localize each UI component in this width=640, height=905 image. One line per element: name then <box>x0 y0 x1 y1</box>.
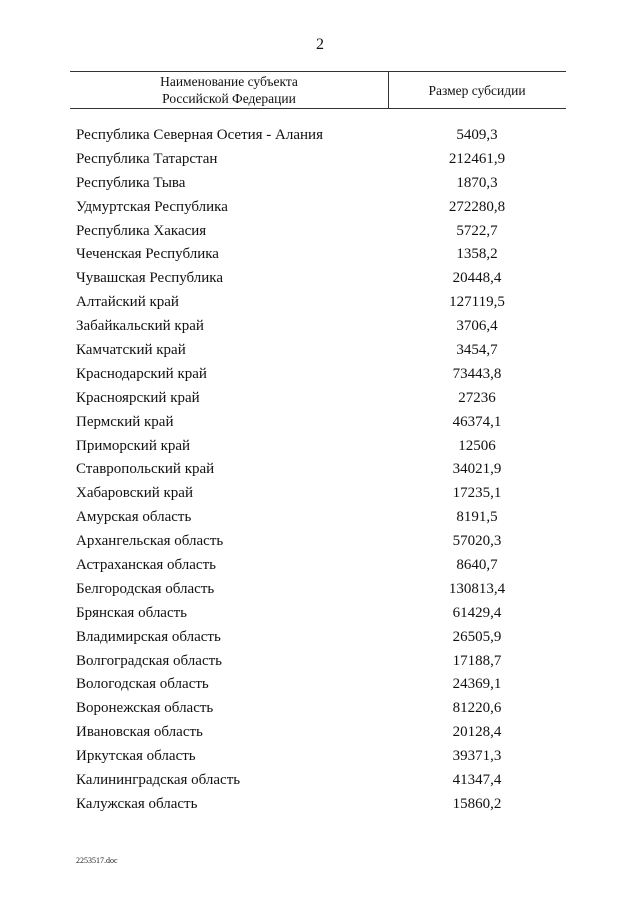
region-name: Волгоградская область <box>76 652 222 669</box>
footer-document-code: 2253517.doc <box>76 856 118 865</box>
table-row <box>0 124 640 148</box>
table-top-rule <box>70 71 566 72</box>
table-row <box>0 220 640 244</box>
table-row <box>0 602 640 626</box>
table-row <box>0 458 640 482</box>
subsidy-amount: 1870,3 <box>456 174 498 191</box>
region-name: Чувашская Республика <box>76 270 224 287</box>
subsidy-amount: 57020,3 <box>452 533 502 550</box>
subsidy-amount: 5409,3 <box>456 127 498 143</box>
subsidy-amount: 212461,9 <box>448 150 506 167</box>
region-name: Забайкальский край <box>76 318 204 335</box>
region-name: Республика Северная Осетия - Алания <box>76 127 323 143</box>
region-name: Ставропольский край <box>76 461 215 478</box>
table-row <box>0 387 640 411</box>
table-row <box>0 482 640 506</box>
region-name: Красноярский край <box>76 389 200 406</box>
subsidy-amount: 20128,4 <box>452 724 502 741</box>
subsidy-amount: 3706,4 <box>456 318 498 335</box>
region-name: Брянская область <box>76 604 188 621</box>
subsidy-amount: 24369,1 <box>452 676 502 693</box>
table-row <box>0 530 640 554</box>
subsidy-amount: 17188,7 <box>452 652 502 669</box>
subsidy-amount: 34021,9 <box>452 461 502 478</box>
subsidy-amount: 127119,5 <box>449 294 505 311</box>
table-row <box>0 172 640 196</box>
subsidy-amount: 39371,3 <box>452 748 502 765</box>
table-row <box>0 554 640 578</box>
table-row <box>0 721 640 745</box>
subsidy-amount: 3454,7 <box>456 342 498 359</box>
region-name: Иркутская область <box>76 748 196 765</box>
region-name: Республика Тыва <box>76 174 186 191</box>
subsidy-amount: 8640,7 <box>456 557 498 574</box>
region-name: Пермский край <box>76 413 174 430</box>
subsidy-amount: 1358,2 <box>456 246 498 263</box>
header-subsidy-amount: Размер субсидии <box>428 83 526 98</box>
subsidy-amount: 61429,4 <box>452 604 502 621</box>
region-name: Амурская область <box>76 509 192 526</box>
table-row <box>0 769 640 793</box>
table-row <box>0 243 640 267</box>
region-name: Чеченская Республика <box>76 246 219 263</box>
table-row <box>0 196 640 220</box>
table-row <box>0 411 640 435</box>
region-name: Калужская область <box>76 795 198 812</box>
table-row <box>0 626 640 650</box>
region-name: Республика Татарстан <box>76 150 218 167</box>
subsidy-amount: 17235,1 <box>452 485 502 502</box>
subsidy-amount: 8191,5 <box>456 509 498 526</box>
subsidy-amount: 26505,9 <box>452 628 502 645</box>
region-name: Владимирская область <box>76 628 221 645</box>
table-row <box>0 291 640 315</box>
table-row <box>0 697 640 721</box>
subsidy-amount: 130813,4 <box>448 580 506 597</box>
region-name: Удмуртская Республика <box>76 198 228 215</box>
region-name: Хабаровский край <box>76 485 193 502</box>
table-row <box>0 578 640 602</box>
table-row <box>0 315 640 339</box>
subsidy-amount: 81220,6 <box>452 700 502 717</box>
header-region-name-line2: Российской Федерации <box>162 91 296 106</box>
table-row <box>0 793 640 817</box>
region-name: Белгородская область <box>76 580 215 597</box>
region-name: Республика Хакасия <box>76 222 207 239</box>
header-region-name-line1: Наименование субъекта <box>160 74 298 89</box>
table-row <box>0 745 640 769</box>
region-name: Архангельская область <box>76 533 224 550</box>
table-row <box>0 650 640 674</box>
table-row <box>0 363 640 387</box>
region-name: Ивановская область <box>76 724 203 741</box>
subsidy-amount: 41347,4 <box>452 772 502 789</box>
subsidy-amount: 12506 <box>458 437 496 454</box>
subsidy-amount: 272280,8 <box>448 198 506 215</box>
subsidy-amount: 15860,2 <box>452 795 502 812</box>
table-body <box>0 124 640 817</box>
region-name: Воронежская область <box>76 700 214 717</box>
region-name: Калининградская область <box>76 772 241 789</box>
region-name: Приморский край <box>76 437 191 454</box>
page-number: 2 <box>316 36 324 53</box>
table-row <box>0 673 640 697</box>
region-name: Камчатский край <box>76 342 186 359</box>
table-row <box>0 339 640 363</box>
subsidy-amount: 73443,8 <box>452 365 502 382</box>
region-name: Краснодарский край <box>76 365 207 382</box>
subsidy-amount: 27236 <box>458 389 496 406</box>
table-row <box>0 506 640 530</box>
table-header-bottom-rule <box>70 108 566 109</box>
region-name: Вологодская область <box>76 676 209 693</box>
region-name: Астраханская область <box>76 557 216 574</box>
table-row <box>0 435 640 459</box>
subsidy-amount: 46374,1 <box>452 413 502 430</box>
region-name: Алтайский край <box>76 294 179 311</box>
subsidy-amount: 20448,4 <box>452 270 502 287</box>
header-region-name <box>70 73 388 107</box>
table-row <box>0 148 640 172</box>
subsidy-amount: 5722,7 <box>456 222 498 239</box>
table-row <box>0 267 640 291</box>
